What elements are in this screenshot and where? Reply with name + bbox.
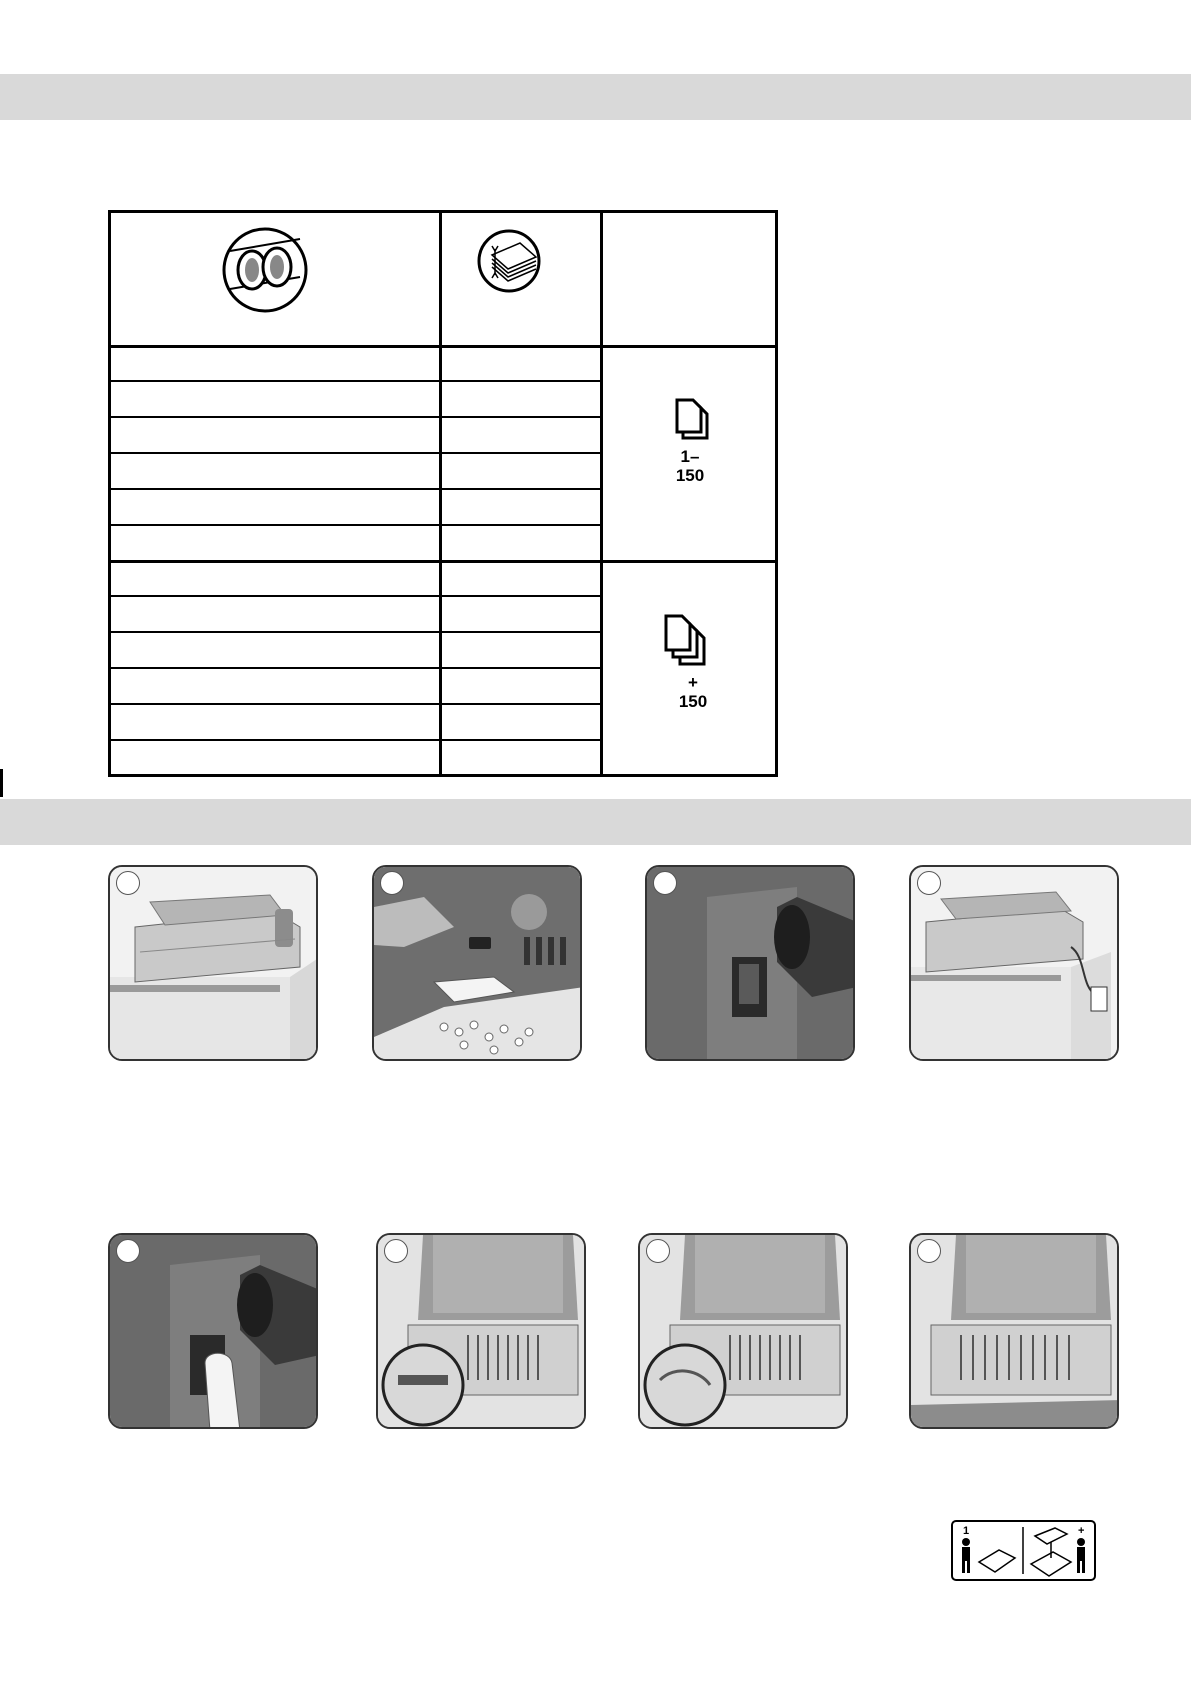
step-2-illustration (372, 865, 582, 1061)
capacity-table (108, 210, 778, 777)
step-number-badge (917, 1239, 941, 1263)
row-divider (111, 488, 600, 490)
step-5-illustration (108, 1233, 318, 1429)
paper-stack-thickness-icon (476, 225, 542, 303)
step-7-illustration (638, 1233, 848, 1429)
page-edge-mark (0, 769, 3, 797)
range-plus-label: + (688, 673, 698, 692)
row-divider (111, 631, 600, 633)
group-divider (111, 560, 775, 563)
step-4-illustration (909, 865, 1119, 1061)
row-divider (111, 595, 600, 597)
row-divider (111, 452, 600, 454)
lift-plus-label: + (1078, 1525, 1085, 1537)
row-divider (111, 667, 600, 669)
step-6-illustration (376, 1233, 586, 1429)
multiple-documents-icon (664, 614, 714, 668)
row-divider (111, 380, 600, 382)
one-person-two-person-lift-icon (951, 1520, 1096, 1581)
row-divider (111, 524, 600, 526)
range-top-label: 1– (680, 447, 700, 466)
section-header-band (0, 74, 1191, 120)
header-divider (111, 345, 775, 348)
row-divider (111, 703, 600, 705)
section-header-band-2 (0, 799, 1191, 845)
binding-wire-rings-icon (220, 225, 310, 315)
range-bottom-label: 150 (675, 466, 705, 485)
column-divider (439, 213, 442, 774)
step-number-badge (646, 1239, 670, 1263)
step-number-badge (653, 871, 677, 895)
row-divider (111, 739, 600, 741)
step-number-badge (917, 871, 941, 895)
row-divider (111, 416, 600, 418)
lift-one-label: 1 (963, 1525, 970, 1537)
step-number-badge (380, 871, 404, 895)
step-8-illustration (909, 1233, 1119, 1429)
column-divider (600, 213, 603, 774)
step-1-illustration (108, 865, 318, 1061)
range-bottom-label-2: 150 (678, 692, 708, 711)
step-3-illustration (645, 865, 855, 1061)
step-number-badge (116, 871, 140, 895)
step-number-badge (116, 1239, 140, 1263)
single-document-icon (675, 398, 709, 440)
step-number-badge (384, 1239, 408, 1263)
